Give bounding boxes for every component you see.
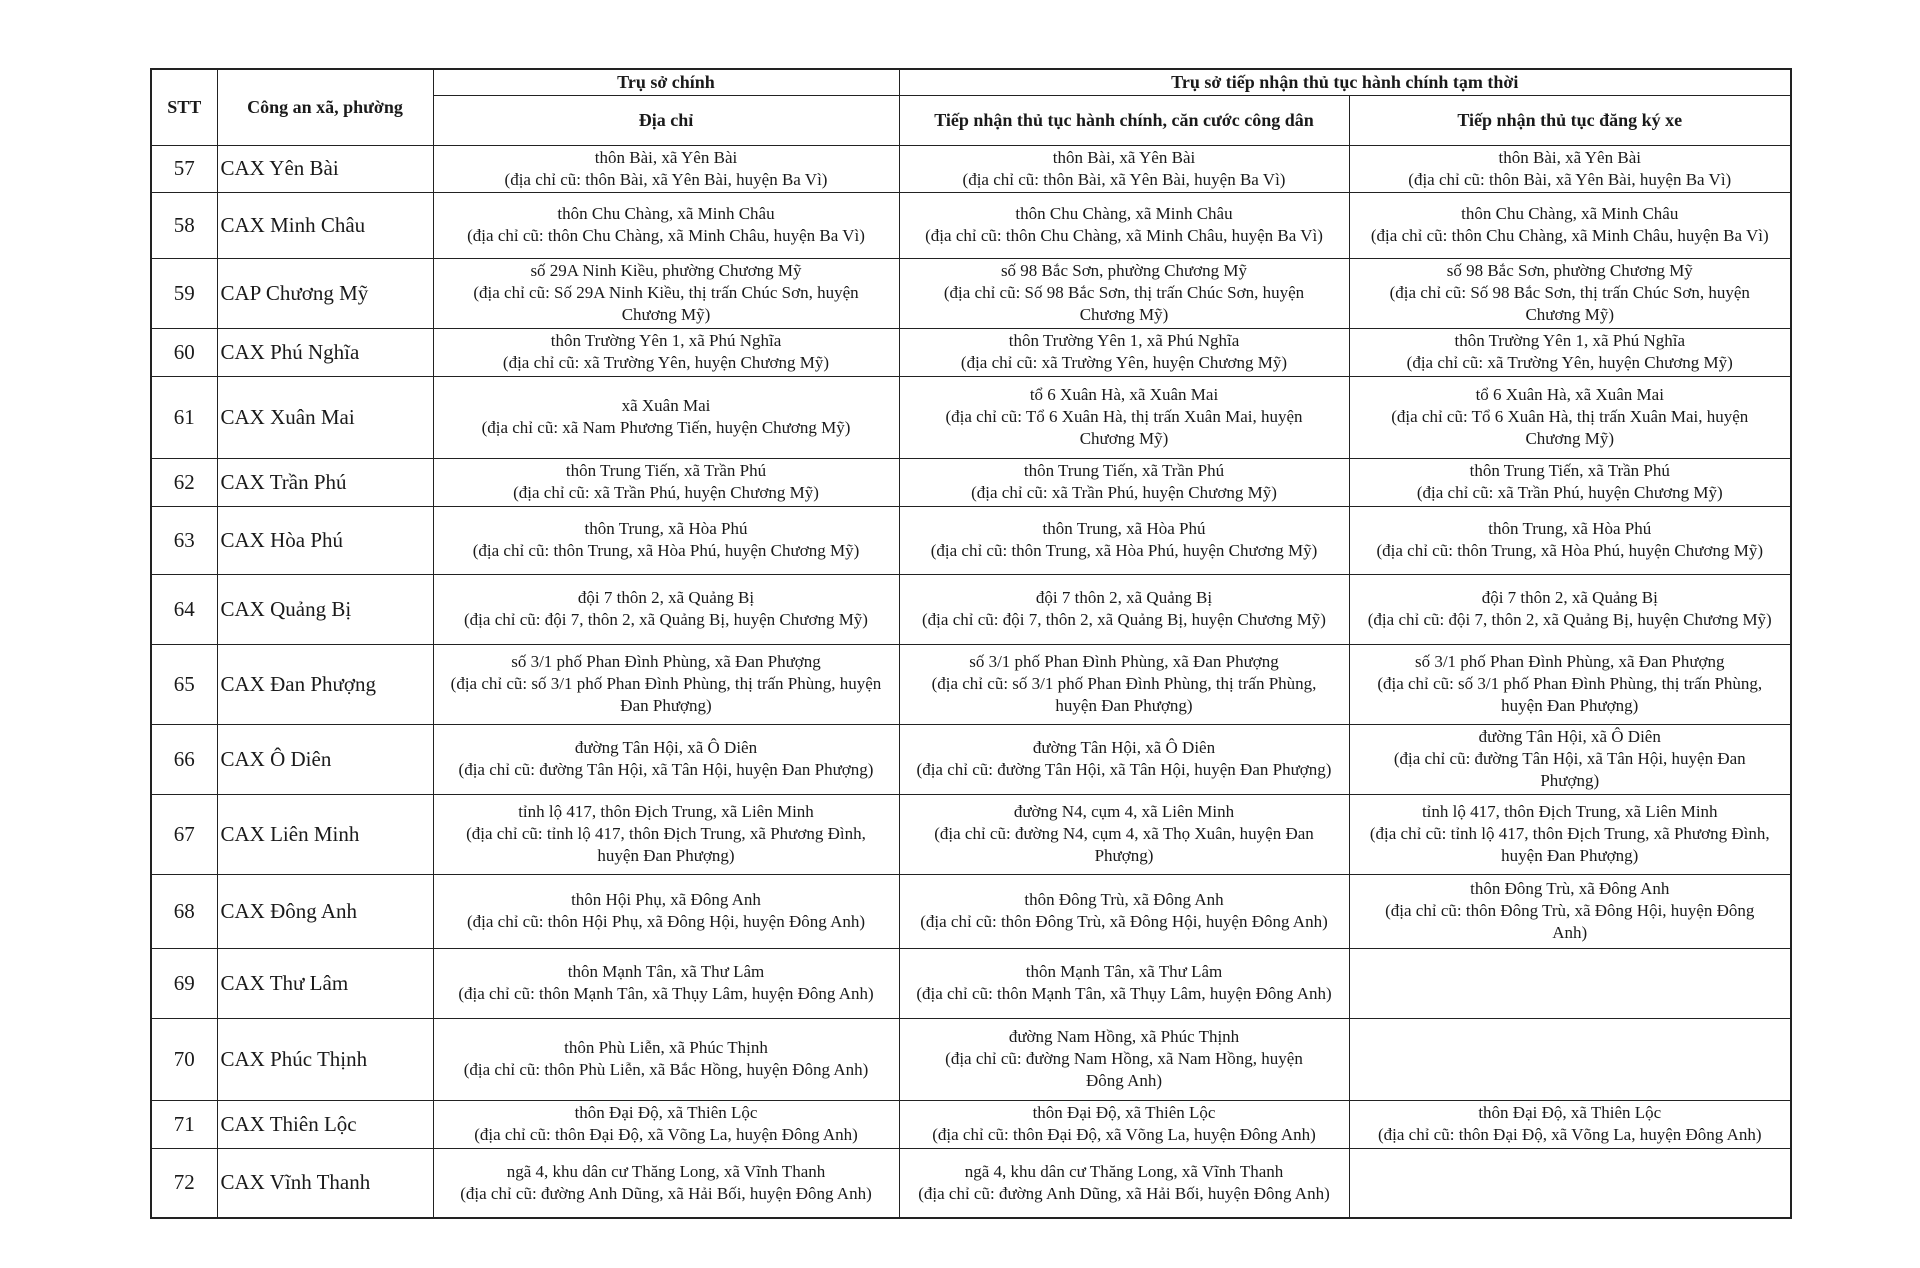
vehicle-address-cell — [1349, 145, 1791, 192]
vehicle-address-cell — [1349, 376, 1791, 458]
address-line: (địa chỉ cũ: xã Trần Phú, huyện Chương Mỹ) — [971, 483, 1277, 503]
address-line: Chương Mỹ) — [1079, 305, 1169, 325]
address-line: thôn Chu Chàng, xã Minh Châu — [1015, 204, 1233, 224]
address-line: số 98 Bắc Sơn, phường Chương Mỹ — [1446, 261, 1693, 281]
address-line: huyện Đan Phượng) — [1501, 846, 1639, 866]
address-line: tổ 6 Xuân Hà, xã Xuân Mai — [1475, 385, 1664, 405]
address-line: Chương Mỹ) — [621, 305, 711, 325]
address-line: (địa chỉ cũ: thôn Chu Chàng, xã Minh Châu, huyện Ba Vì) — [925, 226, 1323, 246]
police-office-table — [150, 68, 1792, 1219]
address-line: thôn Trường Yên 1, xã Phú Nghĩa — [550, 331, 782, 351]
citizen-address-cell — [899, 794, 1349, 874]
table-row — [151, 145, 1791, 192]
row-stt: 59 — [151, 258, 217, 328]
row-stt: 67 — [151, 794, 217, 874]
row-unit-name: CAX Đan Phượng — [217, 644, 433, 724]
vehicle-address-cell — [1349, 794, 1791, 874]
vehicle-address-cell — [1349, 192, 1791, 258]
address-line: (địa chỉ cũ: thôn Đại Độ, xã Võng La, huyện Đông Anh) — [932, 1125, 1316, 1145]
header-stt: STT — [151, 69, 217, 145]
address-line: (địa chỉ cũ: thôn Hội Phụ, xã Đông Hội, huyện Đông Anh) — [466, 912, 866, 932]
address-line: (địa chỉ cũ: thôn Chu Chàng, xã Minh Châu, huyện Ba Vì) — [467, 226, 865, 246]
address-line: (địa chỉ cũ: Số 98 Bắc Sơn, thị trấn Chúc Sơn, huyện — [943, 283, 1305, 303]
address-line: thôn Đại Độ, xã Thiên Lộc — [1032, 1103, 1216, 1123]
address-line: (địa chỉ cũ: xã Trần Phú, huyện Chương Mỹ) — [513, 483, 819, 503]
table-row — [151, 574, 1791, 644]
table-row — [151, 948, 1791, 1018]
citizen-address-cell — [899, 574, 1349, 644]
address-line: số 3/1 phố Phan Đình Phùng, xã Đan Phượng — [1414, 652, 1725, 672]
address-line: tỉnh lộ 417, thôn Địch Trung, xã Liên Minh — [1421, 802, 1718, 822]
address-line: (địa chỉ cũ: thôn Mạnh Tân, xã Thụy Lâm, huyện Đông Anh) — [916, 984, 1332, 1004]
vehicle-address-cell — [1349, 948, 1791, 1018]
citizen-address-cell — [899, 458, 1349, 506]
main-address-cell — [433, 574, 899, 644]
address-line: Phượng) — [1094, 846, 1154, 866]
citizen-address-cell — [899, 1018, 1349, 1100]
row-unit-name: CAX Đông Anh — [217, 874, 433, 948]
row-unit-name: CAX Minh Châu — [217, 192, 433, 258]
address-line: (địa chỉ cũ: Số 98 Bắc Sơn, thị trấn Chúc Sơn, huyện — [1389, 283, 1750, 303]
address-line: (địa chỉ cũ: số 3/1 phố Phan Đình Phùng, thị trấn Phùng, — [931, 674, 1317, 694]
row-stt: 71 — [151, 1100, 217, 1148]
citizen-address-cell — [899, 1148, 1349, 1218]
address-line: (địa chỉ cũ: thôn Bài, xã Yên Bài, huyện Ba Vì) — [1408, 169, 1732, 189]
address-line: (địa chỉ cũ: đường Tân Hội, xã Tân Hội, huyện Đan — [1393, 749, 1746, 769]
address-line: (địa chỉ cũ: Số 29A Ninh Kiều, thị trấn Chúc Sơn, huyện — [473, 283, 859, 303]
address-line: (địa chỉ cũ: xã Nam Phương Tiến, huyện Chương Mỹ) — [481, 418, 851, 438]
address-line: số 98 Bắc Sơn, phường Chương Mỹ — [1000, 261, 1248, 281]
vehicle-address-cell — [1349, 1018, 1791, 1100]
address-line: Phượng) — [1540, 771, 1600, 791]
address-line: (địa chỉ cũ: thôn Đông Trù, xã Đông Hội, huyện Đông Anh) — [920, 912, 1328, 932]
citizen-address-cell — [899, 145, 1349, 192]
address-line: (địa chỉ cũ: đường Anh Dũng, xã Hải Bối, huyện Đông Anh) — [460, 1183, 872, 1203]
main-address-cell — [433, 328, 899, 376]
vehicle-address-cell — [1349, 506, 1791, 574]
table-row — [151, 192, 1791, 258]
row-stt: 61 — [151, 376, 217, 458]
address-line: thôn Bài, xã Yên Bài — [594, 147, 738, 167]
address-line: đường Tân Hội, xã Ô Diên — [1478, 727, 1661, 747]
table-row — [151, 506, 1791, 574]
address-line: (địa chỉ cũ: thôn Đại Độ, xã Võng La, huyện Đông Anh) — [1377, 1125, 1762, 1145]
address-line: thôn Trung Tiến, xã Trần Phú — [1023, 461, 1225, 481]
row-unit-name: CAX Xuân Mai — [217, 376, 433, 458]
address-line: thôn Mạnh Tân, xã Thư Lâm — [1025, 962, 1223, 982]
address-line: (địa chỉ cũ: tỉnh lộ 417, thôn Địch Trung, xã Phương Đình, — [1369, 824, 1770, 844]
address-line: (địa chỉ cũ: thôn Phù Liễn, xã Bắc Hồng, huyện Đông Anh) — [463, 1060, 869, 1080]
vehicle-address-cell — [1349, 1148, 1791, 1218]
table-row — [151, 794, 1791, 874]
row-stt: 66 — [151, 724, 217, 794]
address-line: thôn Đông Trù, xã Đông Anh — [1470, 879, 1670, 899]
address-line: (địa chỉ cũ: thôn Trung, xã Hòa Phú, huyện Chương Mỹ) — [1376, 541, 1764, 561]
row-unit-name: CAX Hòa Phú — [217, 506, 433, 574]
row-unit-name: CAX Trần Phú — [217, 458, 433, 506]
address-line: thôn Chu Chàng, xã Minh Châu — [557, 204, 775, 224]
vehicle-address-cell — [1349, 258, 1791, 328]
row-unit-name: CAX Phú Nghĩa — [217, 328, 433, 376]
citizen-address-cell — [899, 506, 1349, 574]
table-row — [151, 1100, 1791, 1148]
main-address-cell — [433, 145, 899, 192]
address-line: (địa chỉ cũ: đường Tân Hội, xã Tân Hội, huyện Đan Phượng) — [458, 760, 874, 780]
address-line: (địa chỉ cũ: đội 7, thôn 2, xã Quảng Bị, huyện Chương Mỹ) — [922, 610, 1326, 630]
address-line: thôn Đại Độ, xã Thiên Lộc — [1478, 1103, 1662, 1123]
document-page — [150, 68, 1790, 1219]
row-stt: 72 — [151, 1148, 217, 1218]
address-line: thôn Bài, xã Yên Bài — [1052, 147, 1196, 167]
row-unit-name: CAX Ô Diên — [217, 724, 433, 794]
address-line: đường N4, cụm 4, xã Liên Minh — [1013, 802, 1235, 822]
address-line: thôn Trung, xã Hòa Phú — [1042, 519, 1206, 539]
address-line: ngã 4, khu dân cư Thăng Long, xã Vĩnh Thanh — [506, 1161, 826, 1181]
citizen-address-cell — [899, 644, 1349, 724]
address-line: (địa chỉ cũ: thôn Bài, xã Yên Bài, huyện Ba Vì) — [504, 169, 828, 189]
address-line: thôn Hội Phụ, xã Đông Anh — [571, 890, 761, 910]
row-stt: 69 — [151, 948, 217, 1018]
address-line: (địa chỉ cũ: đường Tân Hội, xã Tân Hội, huyện Đan Phượng) — [916, 760, 1332, 780]
address-line: tổ 6 Xuân Hà, xã Xuân Mai — [1029, 385, 1219, 405]
row-unit-name: CAX Yên Bài — [217, 145, 433, 192]
row-stt: 60 — [151, 328, 217, 376]
row-stt: 63 — [151, 506, 217, 574]
address-line: Đan Phượng) — [620, 696, 712, 716]
vehicle-address-cell — [1349, 458, 1791, 506]
citizen-address-cell — [899, 258, 1349, 328]
main-address-cell — [433, 1018, 899, 1100]
main-address-cell — [433, 376, 899, 458]
header-vehicle: Tiếp nhận thủ tục đăng ký xe — [1349, 95, 1791, 145]
address-line: thôn Bài, xã Yên Bài — [1498, 147, 1641, 167]
vehicle-address-cell — [1349, 874, 1791, 948]
citizen-address-cell — [899, 724, 1349, 794]
row-unit-name: CAX Quảng Bị — [217, 574, 433, 644]
header-unit: Công an xã, phường — [217, 69, 433, 145]
address-line: (địa chỉ cũ: thôn Đại Độ, xã Võng La, huyện Đông Anh) — [474, 1125, 858, 1145]
citizen-address-cell — [899, 192, 1349, 258]
row-unit-name: CAX Thiên Lộc — [217, 1100, 433, 1148]
vehicle-address-cell — [1349, 644, 1791, 724]
table-row — [151, 724, 1791, 794]
address-line: (địa chỉ cũ: đường Nam Hồng, xã Nam Hồng, huyện — [945, 1049, 1303, 1069]
vehicle-address-cell — [1349, 574, 1791, 644]
address-line: (địa chỉ cũ: số 3/1 phố Phan Đình Phùng, thị trấn Phùng, — [1377, 674, 1763, 694]
address-line: (địa chỉ cũ: tỉnh lộ 417, thôn Địch Trung, xã Phương Đình, — [466, 824, 866, 844]
citizen-address-cell — [899, 1100, 1349, 1148]
address-line: Chương Mỹ) — [1079, 429, 1169, 449]
row-stt: 57 — [151, 145, 217, 192]
address-line: (địa chỉ cũ: số 3/1 phố Phan Đình Phùng, thị trấn Phùng, huyện — [450, 674, 882, 694]
address-line: thôn Trung Tiến, xã Trần Phú — [1469, 461, 1670, 481]
address-line: (địa chỉ cũ: thôn Đông Trù, xã Đông Hội, huyện Đông — [1385, 901, 1755, 921]
main-address-cell — [433, 1148, 899, 1218]
row-stt: 65 — [151, 644, 217, 724]
address-line: thôn Chu Chàng, xã Minh Châu — [1461, 204, 1679, 224]
address-line: đường Nam Hồng, xã Phúc Thịnh — [1008, 1027, 1240, 1047]
address-line: thôn Trung Tiến, xã Trần Phú — [565, 461, 767, 481]
table-row — [151, 328, 1791, 376]
address-line: (địa chỉ cũ: thôn Chu Chàng, xã Minh Châu, huyện Ba Vì) — [1370, 226, 1769, 246]
table-row — [151, 376, 1791, 458]
row-stt: 62 — [151, 458, 217, 506]
row-unit-name: CAP Chương Mỹ — [217, 258, 433, 328]
table-row — [151, 874, 1791, 948]
address-line: Chương Mỹ) — [1525, 429, 1615, 449]
vehicle-address-cell — [1349, 1100, 1791, 1148]
header-group-main: Trụ sở chính — [433, 69, 899, 95]
address-line: huyện Đan Phượng) — [1501, 696, 1639, 716]
address-line: (địa chỉ cũ: xã Trường Yên, huyện Chương Mỹ) — [1406, 353, 1733, 373]
address-line: đường Tân Hội, xã Ô Diên — [574, 738, 758, 758]
address-line: Đông Anh) — [1085, 1071, 1163, 1091]
address-line: (địa chỉ cũ: thôn Trung, xã Hòa Phú, huyện Chương Mỹ) — [930, 541, 1318, 561]
address-line: (địa chỉ cũ: đường N4, cụm 4, xã Thọ Xuân, huyện Đan — [934, 824, 1314, 844]
address-line: (địa chỉ cũ: đội 7, thôn 2, xã Quảng Bị, huyện Chương Mỹ) — [1367, 610, 1772, 630]
row-stt: 64 — [151, 574, 217, 644]
citizen-address-cell — [899, 948, 1349, 1018]
main-address-cell — [433, 192, 899, 258]
main-address-cell — [433, 258, 899, 328]
row-unit-name: CAX Vĩnh Thanh — [217, 1148, 433, 1218]
main-address-cell — [433, 948, 899, 1018]
main-address-cell — [433, 1100, 899, 1148]
address-line: (địa chỉ cũ: xã Trường Yên, huyện Chương Mỹ) — [960, 353, 1288, 373]
row-stt: 70 — [151, 1018, 217, 1100]
address-line: (địa chỉ cũ: thôn Bài, xã Yên Bài, huyện Ba Vì) — [962, 169, 1286, 189]
address-line: huyện Đan Phượng) — [597, 846, 735, 866]
address-line: tỉnh lộ 417, thôn Địch Trung, xã Liên Minh — [518, 802, 814, 822]
address-line: thôn Trung, xã Hòa Phú — [584, 519, 748, 539]
main-address-cell — [433, 874, 899, 948]
address-line: thôn Trường Yên 1, xã Phú Nghĩa — [1008, 331, 1240, 351]
header-address: Địa chỉ — [433, 95, 899, 145]
vehicle-address-cell — [1349, 328, 1791, 376]
address-line: thôn Đông Trù, xã Đông Anh — [1024, 890, 1224, 910]
address-line: số 3/1 phố Phan Đình Phùng, xã Đan Phượng — [969, 652, 1279, 672]
header-citizen: Tiếp nhận thủ tục hành chính, căn cước công dân — [899, 95, 1349, 145]
main-address-cell — [433, 458, 899, 506]
table-row — [151, 458, 1791, 506]
citizen-address-cell — [899, 328, 1349, 376]
address-line: thôn Trường Yên 1, xã Phú Nghĩa — [1454, 331, 1686, 351]
address-line: xã Xuân Mai — [621, 396, 711, 416]
table-row — [151, 1148, 1791, 1218]
table-row — [151, 258, 1791, 328]
address-line: huyện Đan Phượng) — [1055, 696, 1193, 716]
address-line: (địa chỉ cũ: thôn Mạnh Tân, xã Thụy Lâm, huyện Đông Anh) — [458, 984, 874, 1004]
address-line: (địa chỉ cũ: xã Trần Phú, huyện Chương Mỹ) — [1416, 483, 1723, 503]
address-line: thôn Phù Liễn, xã Phúc Thịnh — [564, 1038, 768, 1058]
row-stt: 58 — [151, 192, 217, 258]
row-unit-name: CAX Thư Lâm — [217, 948, 433, 1018]
address-line: (địa chỉ cũ: xã Trường Yên, huyện Chương Mỹ) — [502, 353, 830, 373]
address-line: (địa chỉ cũ: thôn Trung, xã Hòa Phú, huyện Chương Mỹ) — [472, 541, 860, 561]
address-line: (địa chỉ cũ: Tổ 6 Xuân Hà, thị trấn Xuân Mai, huyện — [945, 407, 1303, 427]
main-address-cell — [433, 724, 899, 794]
address-line: Chương Mỹ) — [1525, 305, 1615, 325]
address-line: ngã 4, khu dân cư Thăng Long, xã Vĩnh Thanh — [964, 1161, 1284, 1181]
address-line: số 3/1 phố Phan Đình Phùng, xã Đan Phượng — [511, 652, 821, 672]
address-line: thôn Đại Độ, xã Thiên Lộc — [574, 1103, 758, 1123]
row-stt: 68 — [151, 874, 217, 948]
citizen-address-cell — [899, 874, 1349, 948]
vehicle-address-cell — [1349, 724, 1791, 794]
row-unit-name: CAX Liên Minh — [217, 794, 433, 874]
address-line: đội 7 thôn 2, xã Quảng Bị — [577, 588, 755, 608]
address-line: (địa chỉ cũ: Tổ 6 Xuân Hà, thị trấn Xuân Mai, huyện — [1391, 407, 1749, 427]
address-line: (địa chỉ cũ: đội 7, thôn 2, xã Quảng Bị, huyện Chương Mỹ) — [464, 610, 868, 630]
address-line: đội 7 thôn 2, xã Quảng Bị — [1481, 588, 1658, 608]
citizen-address-cell — [899, 376, 1349, 458]
address-line: thôn Trung, xã Hòa Phú — [1488, 519, 1652, 539]
address-line: thôn Mạnh Tân, xã Thư Lâm — [567, 962, 765, 982]
header-group-temp: Trụ sở tiếp nhận thủ tục hành chính tạm thời — [899, 69, 1791, 95]
address-line: đường Tân Hội, xã Ô Diên — [1032, 738, 1216, 758]
main-address-cell — [433, 644, 899, 724]
address-line: số 29A Ninh Kiều, phường Chương Mỹ — [530, 261, 802, 281]
table-row — [151, 1018, 1791, 1100]
main-address-cell — [433, 506, 899, 574]
address-line: (địa chỉ cũ: đường Anh Dũng, xã Hải Bối, huyện Đông Anh) — [918, 1183, 1330, 1203]
table-row — [151, 644, 1791, 724]
address-line: Anh) — [1552, 923, 1588, 943]
main-address-cell — [433, 794, 899, 874]
address-line: đội 7 thôn 2, xã Quảng Bị — [1035, 588, 1213, 608]
row-unit-name: CAX Phúc Thịnh — [217, 1018, 433, 1100]
